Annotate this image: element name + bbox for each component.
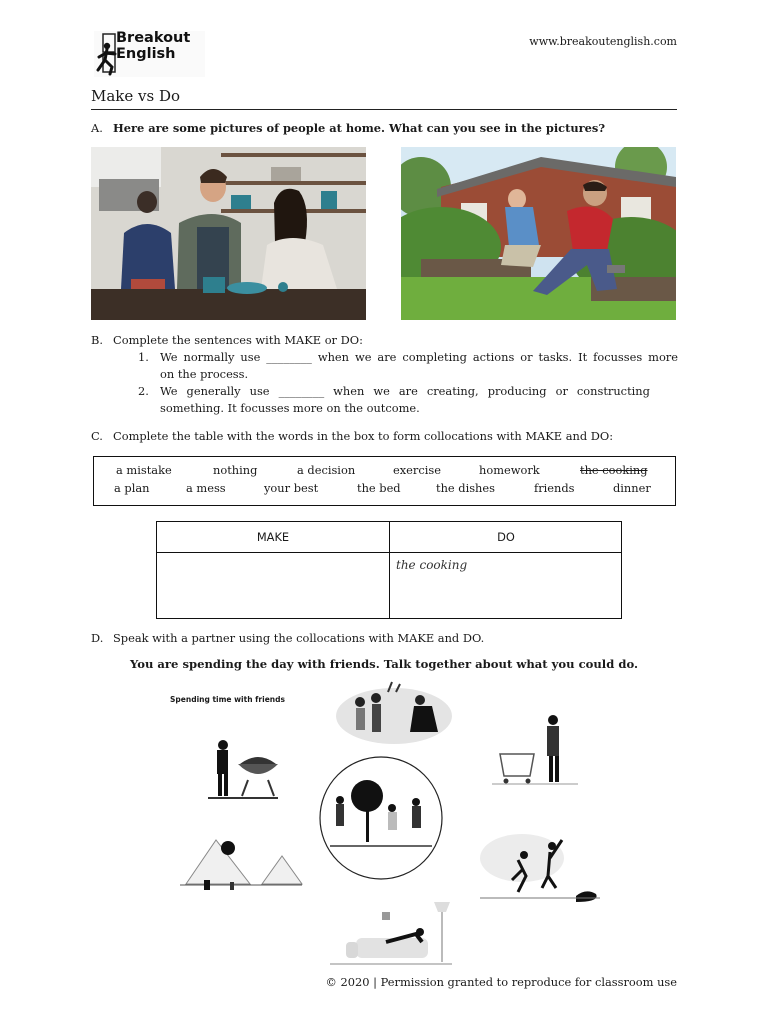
relaxing-sofa-illustration <box>330 902 452 964</box>
friends-activities-illustration <box>170 680 630 970</box>
section-b-heading <box>91 333 363 348</box>
word-item: friends <box>534 481 575 495</box>
garden-photo <box>401 147 676 320</box>
section-d-heading <box>91 631 484 646</box>
list-item <box>138 383 678 417</box>
word-item: homework <box>479 463 540 477</box>
word-item: a plan <box>114 481 150 495</box>
section-b-letter: B. <box>91 333 103 347</box>
section-a-letter: A. <box>91 121 103 135</box>
table-cell-do-entry: the cooking <box>396 558 468 572</box>
list-item-text: We generally use ________ when we are creating, producing or constructing <box>160 384 650 398</box>
illustration-caption: Spending time with friends <box>170 695 285 704</box>
word-item-crossed: the cooking <box>580 463 648 477</box>
section-a-text: Here are some pictures of people at home. What can you see in the pictures? <box>113 121 605 135</box>
list-item-line <box>160 383 678 400</box>
website-url[interactable]: www.breakoutenglish.com <box>529 35 677 48</box>
list-item <box>138 349 678 383</box>
section-c-heading <box>91 429 613 444</box>
list-item-line: something. It focusses more on the outcome. <box>160 401 420 415</box>
collocation-table <box>156 521 622 619</box>
table-column-divider <box>389 522 390 618</box>
page-title: Make vs Do <box>91 87 181 105</box>
word-item: a mistake <box>116 463 172 477</box>
word-item: the bed <box>357 481 401 495</box>
logo-wordmark <box>116 30 208 62</box>
kitchen-photo <box>91 147 366 320</box>
shopping-illustration <box>492 715 578 784</box>
party-group-illustration <box>336 682 452 744</box>
barbecue-illustration <box>208 740 278 798</box>
word-item: your best <box>264 481 319 495</box>
table-header-do: DO <box>497 530 515 544</box>
picnic-circle-illustration <box>320 757 442 879</box>
logo-word-1: Breakout <box>116 30 191 46</box>
discussion-prompt: You are spending the day with friends. Talk together about what you could do. <box>129 657 639 671</box>
list-number: 1. <box>138 350 149 364</box>
word-item: a decision <box>297 463 356 477</box>
section-c-text: Complete the table with the words in the box to form collocations with MAKE and DO: <box>113 429 614 443</box>
camping-illustration <box>180 840 302 890</box>
word-item: exercise <box>393 463 441 477</box>
title-divider <box>91 109 677 110</box>
list-number: 2. <box>138 384 149 398</box>
word-item: a mess <box>186 481 226 495</box>
word-box <box>93 456 676 506</box>
table-header-make: MAKE <box>256 530 290 544</box>
section-a-heading <box>91 121 605 136</box>
logo-word-2: English <box>116 46 176 62</box>
section-d-letter: D. <box>91 631 104 645</box>
exercise-illustration <box>480 834 600 902</box>
footer-copyright: © 2020 | Permission granted to reproduce for classroom use <box>325 975 677 989</box>
list-item-line: on the process. <box>160 367 249 381</box>
list-item-line: We normally use ________ when we are completing actions or tasks. It focusses more <box>160 350 678 364</box>
section-c-letter: C. <box>91 429 103 443</box>
section-d-text: Speak with a partner using the collocations with MAKE and DO. <box>113 631 485 645</box>
word-item: the dishes <box>436 481 495 495</box>
word-item: nothing <box>213 463 258 477</box>
word-item: dinner <box>613 481 651 495</box>
section-b-text: Complete the sentences with MAKE or DO: <box>113 333 363 347</box>
